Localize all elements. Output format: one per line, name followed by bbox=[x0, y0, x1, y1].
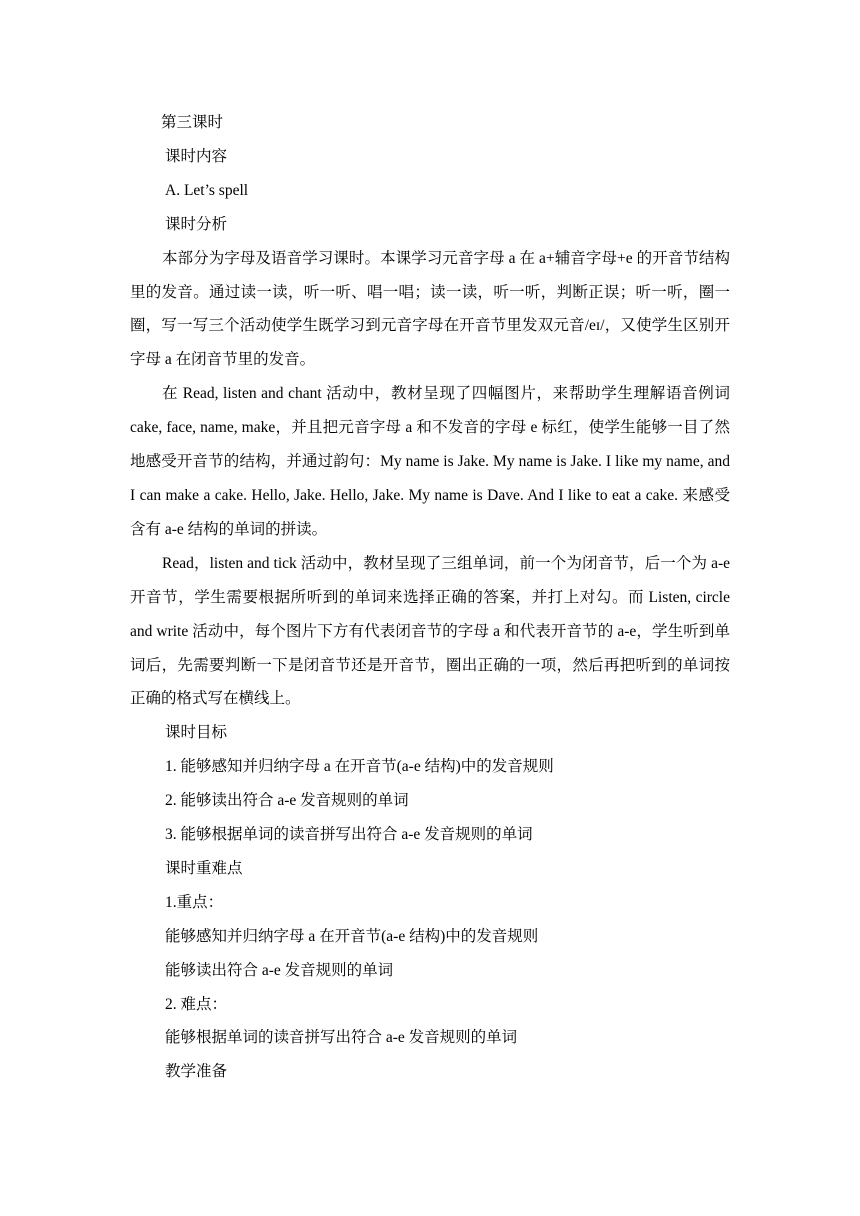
difficult-label: 2. 难点： bbox=[165, 995, 228, 1013]
key-item-1: 能够感知并归纳字母 a 在开音节(a-e 结构)中的发音规则 bbox=[165, 927, 539, 945]
lesson-title: 第三课时 bbox=[161, 114, 224, 131]
goal-item-2: 2. 能够读出符合 a-e 发音规则的单词 bbox=[165, 792, 409, 810]
key-label: 1.重点： bbox=[165, 893, 224, 911]
content-text: A. Let’s spell bbox=[165, 181, 249, 199]
analysis-paragraph-2: 在 Read, listen and chant 活动中，教材呈现了四幅图片，来帮助学生理解语音例词 cake, face, name, make，并且把元音字母 a 和不发音的字母 e 标红，使学生能够一目了然地感受开音节的结构，并通过韵句：My name is Jake. My name is Jake. I like my name, and I can make a cake. Hello, Jake. Hello, Jake. My name is Dave. And I like to eat a cake. 来感受含有 a-e 结构的单词的拼读。 bbox=[130, 385, 730, 538]
key-points-heading: 课时重难点 bbox=[165, 859, 243, 877]
content-heading: 课时内容 bbox=[165, 147, 228, 165]
document-body bbox=[130, 106, 730, 1089]
preparation-heading: 教学准备 bbox=[165, 1063, 228, 1081]
goals-heading: 课时目标 bbox=[165, 724, 228, 742]
analysis-heading: 课时分析 bbox=[165, 215, 228, 233]
goal-item-3: 3. 能够根据单词的读音拼写出符合 a-e 发音规则的单词 bbox=[165, 826, 533, 844]
analysis-paragraph-1: 本部分为字母及语音学习课时。本课学习元音字母 a 在 a+辅音字母+e 的开音节结构里的发音。通过读一读，听一听、唱一唱；读一读，听一听，判断正误；听一听，圈一圈，写一写三个活动使学生既学习到元音字母在开音节里发双元音/eɪ/，又使学生区别开字母 a 在闭音节里的发音。 bbox=[130, 249, 730, 369]
difficult-item-1: 能够根据单词的读音拼写出符合 a-e 发音规则的单词 bbox=[165, 1029, 518, 1047]
goal-item-1: 1. 能够感知并归纳字母 a 在开音节(a-e 结构)中的发音规则 bbox=[165, 758, 554, 776]
analysis-paragraph-3: Read，listen and tick 活动中，教材呈现了三组单词，前一个为闭音节，后一个为 a-e 开音节，学生需要根据所听到的单词来选择正确的答案，并打上对勾。而 Listen, circle and write 活动中，每个图片下方有代表闭音节的字母 a 和代表开音节的 a-e，学生听到单词后，先需要判断一下是闭音节还是开音节，圈出正确的一项，然后再把听到的单词按正确的格式写在横线上。 bbox=[130, 554, 730, 708]
key-item-2: 能够读出符合 a-e 发音规则的单词 bbox=[165, 961, 394, 979]
